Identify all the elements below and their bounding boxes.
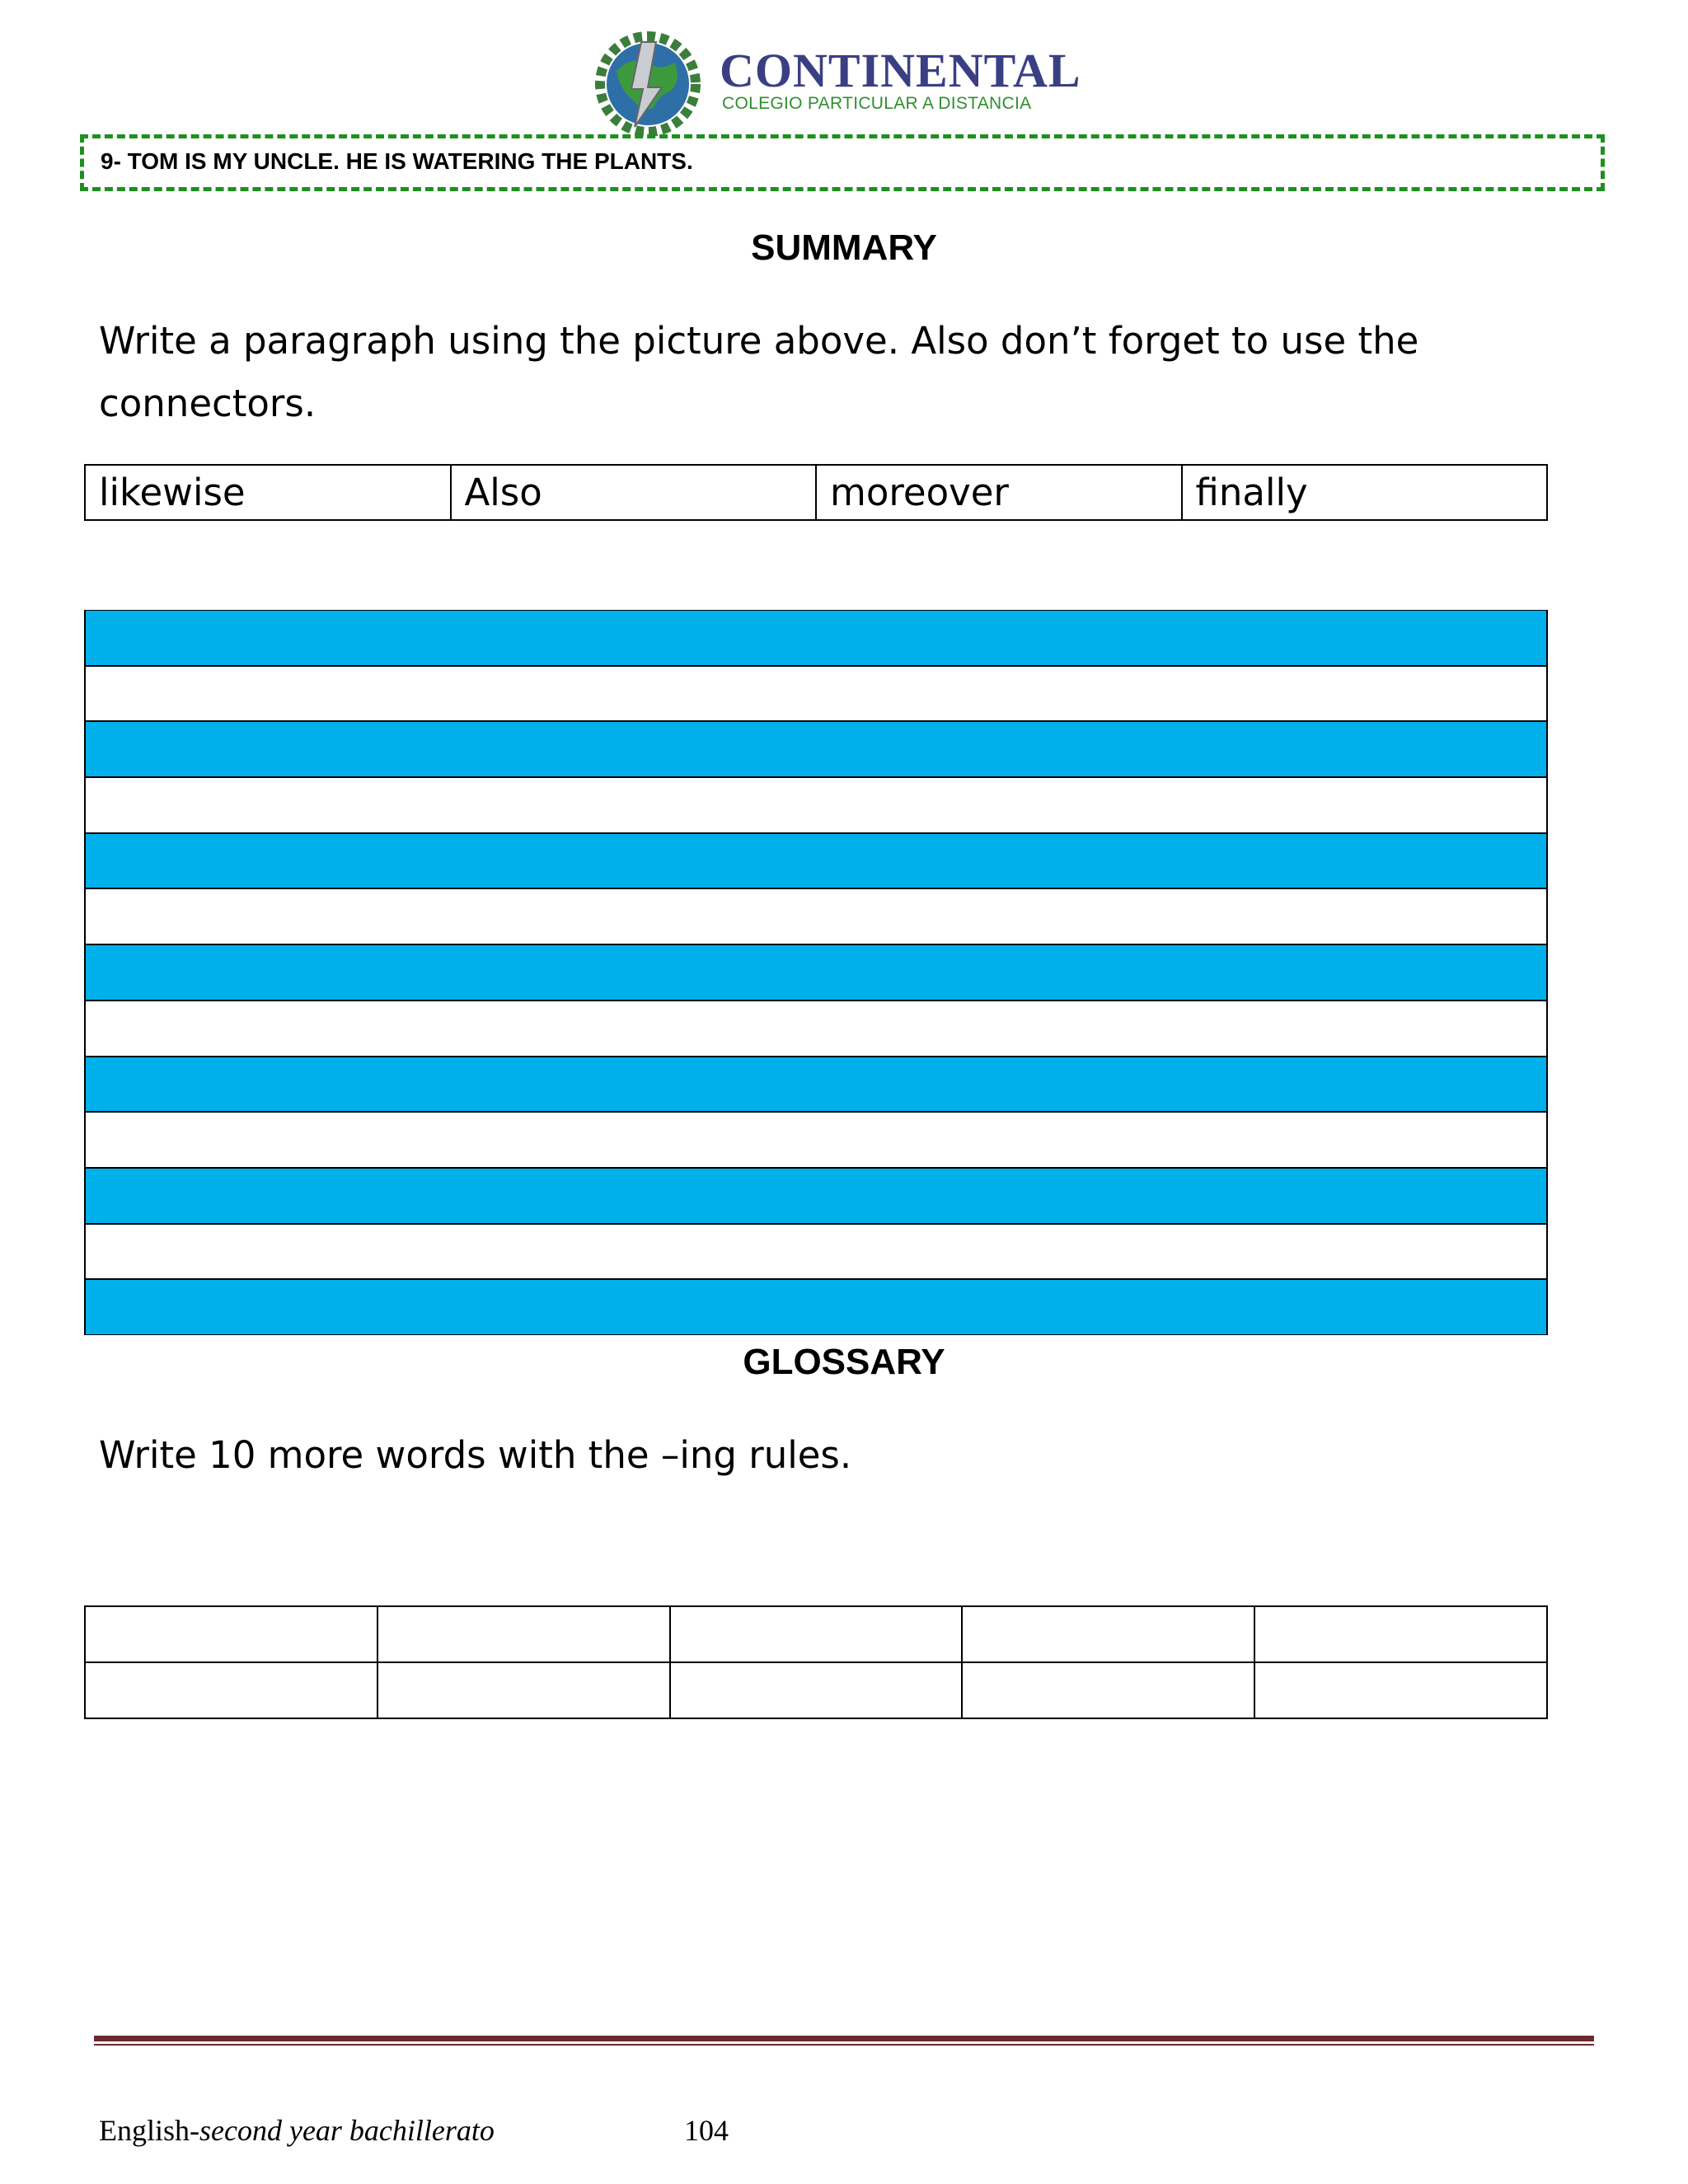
connector-cell: finally [1182,465,1548,520]
page-number: 104 [684,2114,729,2147]
glossary-cell[interactable] [1254,1662,1547,1718]
connectors-table [84,464,1548,521]
glossary-cell[interactable] [962,1662,1254,1718]
glossary-cell[interactable] [670,1662,963,1718]
writing-line[interactable] [84,610,1548,666]
glossary-cell[interactable] [377,1606,670,1662]
glossary-cell[interactable] [670,1606,963,1662]
writing-line[interactable] [84,777,1548,833]
writing-line[interactable] [84,1224,1548,1280]
footer-subject: English- [99,2114,199,2147]
glossary-cell[interactable] [85,1662,377,1718]
summary-heading: SUMMARY [751,227,937,268]
school-logo [584,30,1081,137]
glossary-grid [84,1605,1548,1719]
connector-cell: likewise [85,465,451,520]
writing-lines [84,610,1548,1335]
writing-line[interactable] [84,666,1548,722]
writing-line[interactable] [84,1168,1548,1224]
summary-instruction [99,310,1582,435]
writing-line[interactable] [84,1112,1548,1168]
logo-subtitle-text: COLEGIO PARTICULAR A DISTANCIA [722,94,1032,113]
summary-instruction-line-1: Write a paragraph using the picture above. Also don’t forget to use the [99,319,1419,363]
connector-cell: Also [451,465,817,520]
logo-brand-text: CONTINENTAL [720,44,1081,97]
writing-line[interactable] [84,721,1548,777]
glossary-cell[interactable] [85,1606,377,1662]
caption-text: 9- TOM IS MY UNCLE. HE IS WATERING THE PLANTS. [101,148,693,174]
summary-instruction-line-2: connectors. [99,382,316,425]
footer-course-label [99,2113,495,2148]
glossary-heading: GLOSSARY [743,1342,945,1382]
caption-box [80,134,1605,191]
gear-globe-icon [584,30,715,137]
writing-line[interactable] [84,888,1548,944]
writing-line[interactable] [84,1057,1548,1113]
writing-line[interactable] [84,1279,1548,1335]
writing-line[interactable] [84,944,1548,1001]
writing-line[interactable] [84,1001,1548,1057]
writing-line[interactable] [84,833,1548,889]
glossary-cell[interactable] [962,1606,1254,1662]
footer-course: second year bachillerato [199,2114,495,2147]
glossary-instruction: Write 10 more words with the –ing rules. [99,1433,852,1477]
connector-cell: moreover [816,465,1182,520]
footer-divider [94,2036,1594,2046]
glossary-cell[interactable] [1254,1606,1547,1662]
glossary-cell[interactable] [377,1662,670,1718]
